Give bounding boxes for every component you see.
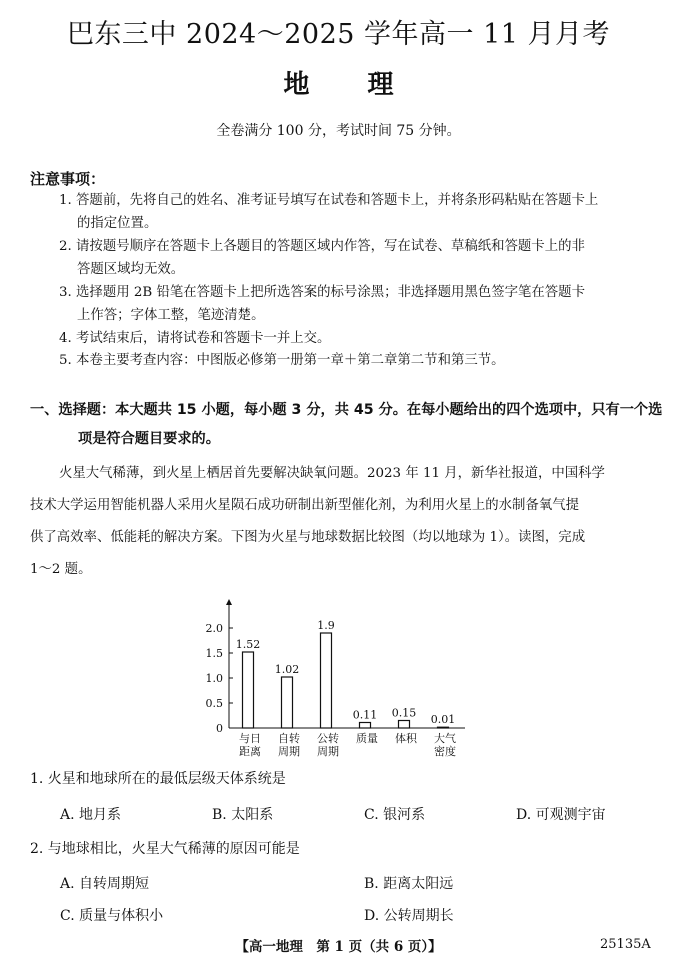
category-label: 距离 [239,745,261,758]
question-2-stem: 2. 与地球相比，火星大气稀薄的原因可能是 [30,841,300,857]
bar [399,721,410,729]
subject-char-2: 理 [367,70,394,100]
question-2-option-d[interactable]: D. 公转周期长 [364,908,454,924]
notice-heading: 注意事项： [30,170,106,188]
subject-char-1: 地 [283,70,310,100]
passage-line-3: 供了高效率、低能耗的解决方案。下图为火星与地球数据比较图（均以地球为 1）。读图，完成 [30,530,586,545]
y-tick-label: 2.0 [205,622,223,635]
category-label: 周期 [278,745,300,758]
question-1-option-c[interactable]: C. 银河系 [364,807,426,823]
score-info: 全卷满分 100 分，考试时间 75 分钟。 [216,123,461,139]
bar-value-label: 0.01 [430,713,456,727]
notice-line-6: 上作答；字体工整，笔迹清楚。 [77,308,265,323]
passage-line-2: 技术大学运用智能机器人采用火星陨石成功研制出新型催化剂，为利用火星上的水制备氧气提 [30,498,580,513]
exam-title: 巴东三中 2024～2025 学年高一 11 月月考 [66,19,611,50]
category-label: 自转 [278,732,300,745]
notice-line-8: 5. 本卷主要考查内容：中图版必修第一册第一章＋第二章第二节和第三节。 [59,353,505,368]
question-1-option-d[interactable]: D. 可观测宇宙 [516,807,606,823]
notice-line-4: 答题区域均无效。 [77,262,185,277]
bar-value-label: 0.11 [352,708,378,722]
page-footer: 【高一地理 第 1 页（共 6 页）】 [235,939,442,955]
question-2-option-b[interactable]: B. 距离太阳远 [364,876,454,892]
notice-line-3: 2. 请按题号顺序在答题卡上各题目的答题区域内作答，写在试卷、草稿纸和答题卡上的非 [59,239,585,254]
chart-bars [243,633,449,728]
y-axis-arrow [226,599,232,605]
bar [321,633,332,728]
bar-value-label: 1.52 [235,638,261,651]
category-label: 公转 [317,732,339,745]
question-1-option-a[interactable]: A. 地月系 [60,807,122,823]
category-label: 与日 [239,732,261,745]
bar-chart [195,598,475,760]
subject-title [0,64,677,101]
bar [282,677,293,728]
y-tick-label: 1.0 [205,672,223,685]
chart-axes [226,599,465,728]
category-label: 大气 [434,732,456,745]
bar-value-label: 1.02 [274,663,300,676]
bar [360,723,371,729]
y-tick-label: 1.5 [205,647,223,660]
bar [243,652,254,728]
question-1-stem: 1. 火星和地球所在的最低层级天体系统是 [30,771,286,787]
passage-line-1: 火星大气稀薄，到火星上栖居首先要解决缺氧问题。2023 年 11 月，新华社报道，中国科学 [59,466,605,481]
bar [438,727,449,728]
chart-value-labels [236,619,456,726]
section-heading-cont: 项是符合题目要求的。 [78,431,220,447]
y-tick-label: 0 [216,722,223,735]
notice-line-5: 3. 选择题用 2B 铅笔在答题卡上把所选答案的标号涂黑；非选择题用黑色签字笔在答题卡 [59,285,585,300]
chart-category-labels [239,731,456,758]
y-tick-label: 0.5 [205,697,223,710]
section-heading: 一、选择题：本大题共 15 小题，每小题 3 分，共 45 分。在每小题给出的四个选项中，只有一个选 [30,402,663,418]
notice-line-1: 1. 答题前，先将自己的姓名、准考证号填写在试卷和答题卡上，并将条形码粘贴在答题卡上 [59,193,599,208]
question-1-option-b[interactable]: B. 太阳系 [212,807,274,823]
notice-line-2: 的指定位置。 [77,216,158,231]
question-2-option-c[interactable]: C. 质量与体积小 [60,908,164,924]
bar-value-label: 0.15 [391,706,417,720]
category-label: 体积 [395,732,417,745]
passage-line-4: 1～2 题。 [30,562,92,577]
question-2-option-a[interactable]: A. 自转周期短 [60,876,150,892]
category-label: 质量 [356,732,378,745]
category-label: 密度 [434,745,456,758]
paper-code: 25135A [600,937,651,952]
bar-value-label: 1.9 [317,619,335,632]
notice-line-7: 4. 考试结束后，请将试卷和答题卡一并上交。 [59,331,331,346]
category-label: 周期 [317,745,339,758]
